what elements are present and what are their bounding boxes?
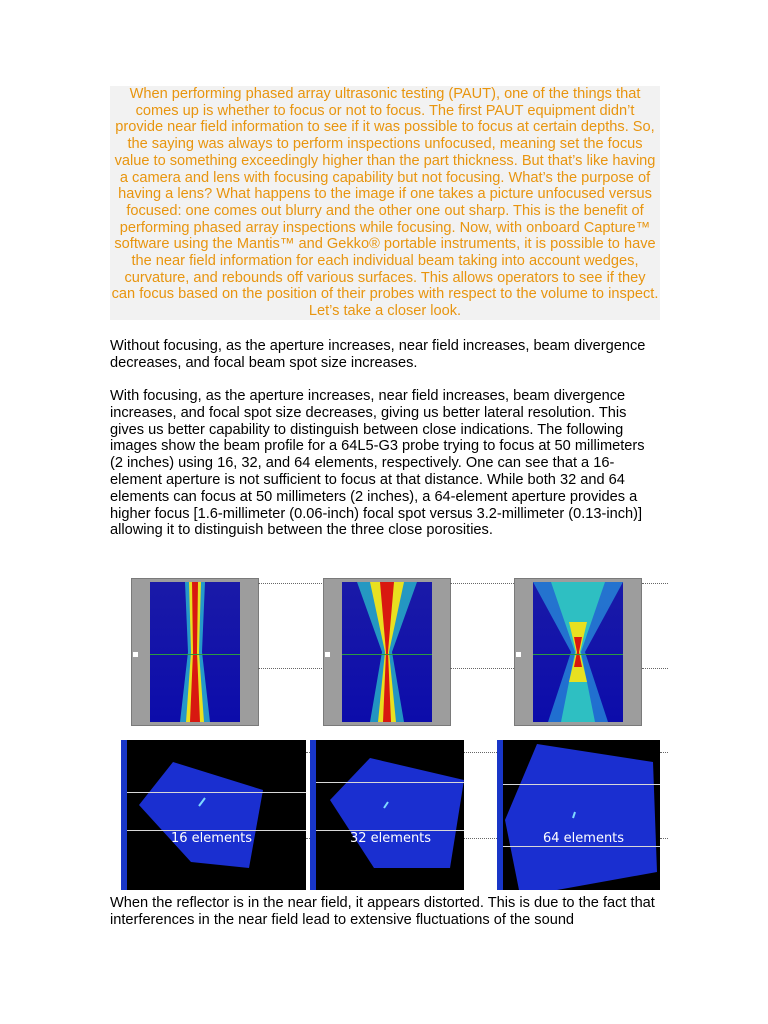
- scan-label-16: 16 elements: [171, 831, 253, 846]
- scan-label-64: 64 elements: [543, 831, 625, 846]
- highlighted-intro-paragraph: When performing phased array ultrasonic testing (PAUT), one of the things that comes up is whether to focus or not to focus. The first PAUT equipment didn’t provide near field information to see if it was possible to focus at certain depths. So, the saying was always to perform inspections unfocused, meaning set the focus value to something exceedingly higher than the part thickness. But that’s like having a camera and lens with focusing capability but not focusing. What’s the purpose of having a lens? What happens to the image if one takes a picture unfocused versus focused: one comes out blurry and the other one out sharp. This is the benefit of performing phased array inspections while focusing. Now, with onboard Capture™ software using the Mantis™ and Gekko® portable instruments, it is possible to have the near field information for each individual beam taking into account wedges, curvature, and rebounds off various surfaces. This allows operators to see if they can focus based on the position of their probes with respect to the volume to inspect. Let’s take a closer look.: [111, 86, 659, 320]
- beam-profile-32-elements: [323, 578, 451, 726]
- body-paragraph-focused: With focusing, as the aperture increases, near field increases, beam divergence increases, and focal spot size decreases, giving us better lateral resolution. This gives us better capability to distinguish between close indications. The following images show the beam profile for a 64L5-G3 probe trying to focus at 50 millimeters (2 inches) using 16, 32, and 64 elements, respectively. One can see that a 16-element aperture is not sufficient to focus at that distance. While both 32 and 64 elements can focus at 50 millimeters (2 inches), a 64-element aperture provides a higher focus [1.6-millimeter (0.06-inch) focal spot versus 3.2-millimeter (0.13-inch)] allowing it to distinguish between the three close porosities.: [110, 388, 645, 539]
- sector-scan-64-elements: [497, 740, 660, 890]
- beam-profile-64-elements: [514, 578, 642, 726]
- scan-label-32: 32 elements: [350, 831, 432, 846]
- body-paragraph-unfocused: Without focusing, as the aperture increases, near field increases, beam divergence decreases, and focal beam spot size increases.: [110, 338, 646, 371]
- body-paragraph-near-field: When the reflector is in the near field, it appears distorted. This is due to the fact that interferences in the near field lead to extensive fluctuations of the sound: [110, 895, 655, 928]
- sector-scan-32-elements: [310, 740, 464, 890]
- beam-profile-16-elements: [131, 578, 259, 726]
- sector-scan-16-elements: [121, 740, 306, 890]
